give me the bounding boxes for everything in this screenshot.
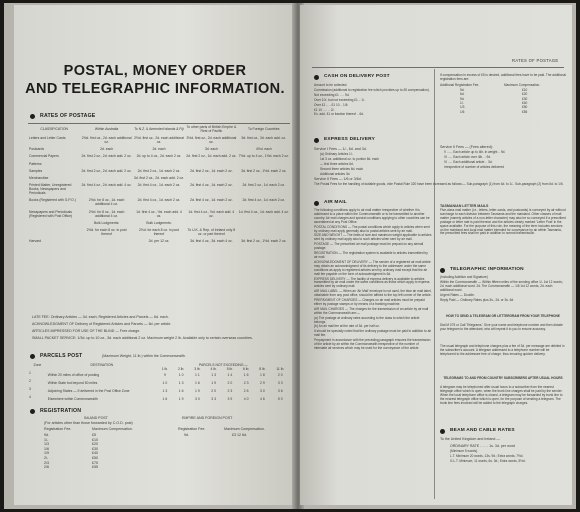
page-subtitle: AND TELEGRAPHIC INFORMATION. (25, 81, 285, 97)
rates-cell (238, 162, 290, 169)
airmail-paragraph: POSTAL CONDITIONS — The postal conditions which apply to articles when sent by ordinary mail apply generally also to postal articles sent by air mail. (314, 224, 430, 233)
rates-cell: 3½d. first oz., 2d. each additional oz. (186, 136, 237, 144)
inland-fee-list (44, 433, 164, 470)
parcels-destination: Elsewhere within Commonwealth (47, 397, 98, 401)
inland-row-fee: 9d. (44, 433, 49, 437)
telephone-title: HOW TO SEND A TELEGRAM OR LETTERGRAM FROM YOUR TELEPHONE (446, 314, 560, 318)
country-text: A telegram may be telephoned after usual hours to a subscriber from the nearest telegraph office which is open, when the trunk line charges shall be paid by the sender. When the local telephone office is closed, a telegram may be forwarded by trunk line to the nearest telegraph office which is open, for the purpose of sending a telegram. The trunk line fees involved will be added to the telegraph charges. (440, 385, 563, 405)
page-title: POSTAL, MONEY ORDER (63, 63, 247, 79)
parcels-weight-cell: 4 lb. (210, 367, 217, 371)
rates-row (28, 147, 290, 154)
rates-header-row (28, 125, 290, 136)
parcels-row (28, 387, 290, 395)
compensation-col-max: Maximum Compensation. (504, 82, 541, 87)
rates-cell: 1d. first 4 oz., 1d. each add. 4 oz. (238, 209, 289, 214)
rates-cell: 2d. first 4 oz., 1d. each 2 oz. (190, 183, 233, 188)
express-line: (a) Ordinary Articles 1/- (320, 152, 353, 156)
airmail-paragraph: POSTAGE — The prescribed air mail postage must be prepaid on any airmail postage. (314, 242, 424, 251)
inland-row-fee: 1/9 (44, 451, 49, 456)
rates-cell: 5d. first oz., 3d. each add. oz. (241, 136, 287, 140)
parcels-destination: Within 20 miles of office of posting (47, 373, 100, 377)
telephone-text: The usual telegraph and telephone charges plus a fee of 3d. per message are debited in the subscriber's account. A telegram addressed to a telephone number will be telephoned to the addressee free of charge, thus ensuring quicker delivery. (440, 344, 565, 356)
running-head: RATES OF POSTAGE (512, 58, 559, 63)
section-heading-cod: CASH ON DELIVERY POST (324, 74, 390, 79)
parcels-rate: 4 0 (243, 397, 249, 401)
blind-note: ARTICLES IMPRESSED FOR USE OF THE BLIND — Free charge. (32, 329, 141, 333)
parcels-row (28, 371, 290, 379)
rates-header-cell: To N.Z. & Amended Islands & Fiji (134, 127, 184, 131)
tasmanian-title: TASMANIAN LETTER MAILS (440, 204, 489, 208)
beam-line: (Minimum 5 words). (450, 449, 478, 453)
rates-cell (238, 176, 290, 183)
inland-row-comp: £10 (92, 437, 98, 442)
compensation-max: £30 (522, 96, 528, 101)
rates-cell: 2d. first 2 oz., 1d. each 2 oz. (242, 183, 286, 188)
compensation-col-fee: Additional Registration Fee. (440, 82, 480, 87)
parcels-header-cell: DESTINATION (90, 363, 114, 367)
airmail-paragraph: (b) An air mail fee at the rate of 3d. per half oz. (314, 324, 380, 329)
parcels-zone: 4 (29, 395, 31, 399)
rates-cell: 2d. first 4 oz., 1d. each 2 oz. (137, 183, 181, 188)
inland-row-comp: £5 (92, 433, 96, 437)
beam-line: L.T. Minimum 20 words, 13s. 9d.; Extra words, 7½d. (450, 453, 524, 458)
inland-row-fee: 2/- (44, 455, 49, 460)
compensation-max: £40 (522, 100, 528, 105)
parcels-rate: 3 3 (211, 397, 217, 401)
rates-cell: 2½d. for each 8 oz. in post thereof (138, 227, 179, 236)
cod-list (314, 84, 432, 118)
rates-row (28, 162, 290, 169)
airmail-paragraphs (314, 209, 432, 352)
parcels-weight-cell: 8 lb. (259, 367, 266, 371)
inland-row-fee: 1/6 (44, 446, 49, 451)
rates-cell: 2½d. for 8 oz., 1d. each additional 4 oz. (88, 198, 125, 207)
parcels-rate: 2 6 (243, 389, 249, 393)
rates-cell: 2d. first 4 oz., 1d. each 2 oz. (242, 198, 286, 203)
empire-row-fee: 9d. (184, 433, 189, 437)
section-heading-telegraphic: TELEGRAPHIC INFORMATION (450, 267, 524, 272)
compensation-fee: 1/3 (460, 105, 465, 110)
empire-fee-list (184, 433, 284, 438)
empire-col-comp: Maximum Compensation. (224, 427, 265, 431)
rates-header-cell: CLASSIFICATION (40, 127, 69, 131)
airmail-paragraph: PREPAYMENT OF CHARGES — Charges on air mail articles must be prepaid either by postage stamps or by means of a franking machine. (314, 298, 425, 306)
rates-cell: 4½d. each (255, 147, 272, 152)
inland-post-title: INLAND POST (84, 416, 108, 420)
rates-cell (185, 176, 237, 183)
inland-row (44, 465, 164, 470)
parcels-rate: 1 6 (162, 397, 168, 401)
express-line: Second three articles 6d. each (320, 166, 364, 171)
airmail-paragraph: (a) The postage at ordinary rates according to the class to which the article belongs. (314, 315, 420, 324)
country-title: TELEGRAMS TO AND FROM COUNTRY SUBSCRIBERS AFTER USUAL HOURS (443, 376, 563, 380)
parcels-weight-cell: 6 lb. (242, 367, 250, 371)
bullet-icon (314, 75, 319, 80)
rates-cell (185, 162, 237, 169)
rates-cell (80, 239, 132, 246)
rates-cell: 2½d. for 8 oz., 1d. each additional 4 oz. (88, 209, 125, 218)
parcels-rate: 1 3 (178, 381, 184, 385)
empire-row-comp: £3 12 6d. (232, 433, 247, 437)
rates-cell (80, 176, 132, 183)
parcels-zone: 1 (29, 371, 31, 375)
bullet-icon (30, 114, 35, 119)
parcels-row (28, 379, 290, 387)
parcels-rate: 1 1 (195, 373, 200, 377)
rates-table (28, 125, 290, 246)
parcels-rate: 1 8 (260, 373, 265, 377)
inland-row-fee: 2/6 (44, 465, 49, 470)
rates-cell: 1d. first 4 oz., ½d. each add. 4 oz. (136, 209, 182, 218)
section-heading-rates: RATES OF POSTAGE (40, 113, 96, 119)
compensation-max: £20 (522, 92, 528, 97)
parcels-rate: 3 9 (227, 397, 233, 401)
rates-row (28, 183, 290, 198)
beam-line: G.L.T. Minimum, 11 words, 6s. 3d.; Extra words, 5½d. (450, 458, 526, 463)
header-rule (312, 67, 564, 68)
inland-post-subtitle: (For articles other than those forwarded by C.O.D. post) (44, 421, 133, 425)
inland-col-comp: Maximum Compensation. (92, 427, 133, 431)
rates-row (28, 169, 290, 176)
compensation-fee: 1/- (460, 100, 464, 105)
express-list (320, 153, 432, 178)
inland-row-fee: 1/3 (44, 442, 49, 447)
rates-cell: Printed Matter, Unregistered Books, Newspapers and Periodicals (29, 183, 72, 196)
rates-cell: 2½d. first oz., 2d. each additional oz. (81, 136, 132, 144)
rates-cell (185, 221, 237, 228)
bullet-icon (440, 429, 445, 434)
parcels-rate: 5 0 (277, 397, 283, 401)
section-heading-express: EXPRESS DELIVERY (324, 137, 376, 142)
parcels-rate: 4 6 (260, 397, 265, 401)
parcels-row (28, 395, 290, 403)
rates-cell: 7½d. up to 4 oz., 1½d. each 2 oz. (238, 154, 289, 159)
rates-cell: Merchandise (29, 175, 49, 180)
beam-sub: To the United Kingdom and Ireland — (440, 437, 500, 441)
empire-col-fee: Registration Fee. (178, 427, 206, 431)
express-line: — first three articles 6d. (320, 161, 354, 166)
rates-cell: Samples (29, 168, 43, 173)
telephone-sub: Dial M 075 or Call 'Telegrams.' Give your name and telephone number and then dictate your telegram to the attendant, who will repeat it to you to ensure accuracy. (440, 323, 563, 331)
airmail-paragraph: REGISTRATION — The registration system is available to articles transmitted by air mail. (314, 251, 428, 259)
empire-row (184, 433, 284, 438)
cod-line: Commission (additional to registration fee which provides up to £5 compensation). (314, 87, 430, 92)
airmail-paragraph: ACKNOWLEDGMENT OF DELIVERY — The sender of a registered air mail article may obtain an acknowledgment of its delivery to the addressee under the same conditions as apply to registered articles sent by ordinary mail except that the air mail fee payable on the form of acknowledgment is 6d. (314, 259, 431, 276)
bullet-icon (314, 201, 319, 206)
inland-row-comp: £50 (92, 455, 98, 460)
rates-cell: 2d. first 2 oz., 1d. each 2 oz. (137, 168, 181, 173)
cod-compensation (440, 74, 566, 115)
compensation-row (440, 111, 566, 115)
rates-row (28, 210, 290, 221)
express-extra: The Postal Fees for the handling of dutiable goods, vide Postal Rule 320 have been increased as follows:— Sub-paragraph (1) from 4d. to 1/-. Sub-paragraph (2) from 6d. to 1/6. (314, 182, 564, 186)
parcels-weight-cell: 2 lb. (177, 367, 185, 371)
rates-cell: 3d. first 2 oz., 1½d. each 2 oz. (241, 168, 287, 173)
rates-cell: 3d. first 4 oz., 3d. each 4 oz. (190, 239, 233, 244)
service-b-line: Irrespective of number of articles delivered (444, 164, 505, 169)
rates-cell: Commercial Papers (29, 154, 59, 159)
bullet-icon (440, 268, 445, 273)
rates-cell (80, 162, 132, 169)
airmail-paragraph: AIR MAIL CHARGES — The charges for the transmission of an article by air mail within the Commonwealth are:— (314, 306, 429, 315)
rates-row (28, 221, 290, 228)
rates-cell: Letters and Letter Cards (29, 136, 66, 140)
cod-line: Ex. add. £1 or fraction thereof .. 6d. (314, 112, 364, 117)
rates-cell (238, 228, 290, 239)
parcels-zone: 3 (29, 387, 31, 391)
parcels-rate: 2 3 (243, 381, 249, 385)
cod-line: Over 10/- but not exceeding £1 .. 1/- (314, 97, 366, 102)
rates-cell: 2d. each (152, 147, 166, 152)
section-heading-registration: REGISTRATION (40, 408, 82, 414)
parcels-rate: 1 9 (195, 389, 200, 393)
rates-cell: 1d. first 4 oz., ½d. each add. 4 oz. (188, 209, 235, 218)
telegraphic-list (440, 276, 566, 303)
beam-list (450, 450, 566, 465)
rates-cell: 2d. first 4 oz., 1d. each 2 oz. (190, 198, 233, 203)
rates-cell: 2d. per 12 oz. (148, 239, 170, 244)
rates-row (28, 228, 290, 239)
parcels-rate: 1 6 (195, 381, 200, 385)
rates-cell: 3d. each (204, 147, 218, 152)
small-packet-note: SMALL PACKET SERVICE: 1/3d. up to 10 oz., 3d. each additional 2 oz. Maximum weight 2 lb. Available only to certain overseas countries. (32, 336, 253, 340)
rates-cell: 2d. first 2 oz., 1d. each add. 2 oz. (186, 154, 237, 159)
rates-cell: Harvard (29, 239, 42, 244)
right-page (300, 5, 572, 505)
parcels-table (28, 363, 290, 403)
rates-cell: 2d. first 2 oz., 2d. each add. 2 oz. (81, 154, 132, 159)
parcels-rate: 2 9 (260, 381, 265, 385)
rates-cell: 3d. first 2 oz., 2d. each add. 2 oz. (133, 175, 185, 180)
rates-cell (238, 221, 290, 228)
parcels-header-cell: Zone (33, 363, 42, 367)
compensation-max: £10 (522, 87, 528, 92)
parcels-destination: Adjoining States — If delivered in the Post Office Zone (47, 389, 130, 393)
rates-header-cell: To other parts of British Empire & Rest of Pacific (186, 125, 237, 133)
rates-cell: To U.K. & Rep. of Ireland only 8 oz. or part thereof (187, 227, 236, 236)
rates-cell: 2d. first 2 oz., 2d. each add. 2 oz. (81, 168, 132, 173)
parcels-rate: 1 3 (162, 389, 168, 393)
parcels-rate: 2 0 (277, 373, 283, 377)
parcels-rate: 3 3 (277, 381, 283, 385)
acknowledgment-note: ACKNOWLEDGMENT OF Delivery of Registered Articles and Parcels — 6d. per article. (32, 322, 172, 326)
rates-cell (28, 221, 80, 228)
telegraphic-line: Within the Commonwealth — Within fifteen miles of the sending office 1/- 1st 12 words; 2d. each additional word. 2d. The Commonwealth — 1/6 1st 12 words, 2d. each additional word. (440, 279, 563, 292)
column-divider (434, 69, 435, 499)
rates-header-cell: To Foreign Countries (248, 127, 280, 131)
rates-cell: 2d. each (100, 147, 114, 152)
airmail-paragraph: SIZE AND WEIGHT — The limits of size and maximum weight applicable to articles sent by ordinary mail apply also to such articles when sent by air mail. (314, 233, 432, 242)
compensation-fee: 6d. (460, 92, 465, 97)
inland-row-fee: 1/- (44, 437, 49, 442)
parcels-rate: 1 3 (211, 373, 217, 377)
rates-header-cell: Within Australia (94, 127, 119, 131)
rates-cell: Bulk Lodgments: (93, 220, 120, 225)
rates-cell: Newspapers and Periodicals (Registered with Post Office) (29, 209, 73, 218)
telegraphic-line: Reply Paid — Ordinary Rates plus 3s., 2d. or 3s. 6d. (440, 297, 515, 302)
parcels-rate: 9 (163, 373, 166, 377)
express-service: Service I Fees — 1/-, 6d. and 3d. (314, 147, 367, 151)
airmail-paragraph: Prepayment in accordance with the preceding paragraph ensures the transmission of the article by air within the Commonwealth irrespective of the number of interstate air services which may be used for the conveyance of the article. (314, 338, 431, 350)
cod-line: Not exceeding £1 .. .. 9d. (314, 92, 350, 97)
rates-cell (28, 228, 80, 239)
rates-cell: Patterns (29, 161, 42, 166)
parcels-subtitle: (Maximum Weight, 11 lb.) within the Commonwealth. (102, 354, 186, 358)
inland-row-comp: £20 (92, 442, 98, 447)
service-b-line: VI ..... Each article over 4lb. .. 9d. (444, 154, 491, 159)
tasmanian-text: Five-class mail matter (i.e., letters, letter-cards, and postcards) is conveyed by air without surcharge to each division between Tasmania and the mainland. Other classes of mail matter (namely articles of a non-letter character) may also be so conveyed if a prescribed postage or letter rate is paid thereon and the articles clearly marked 'Letter Post' in the space available. For the purpose of this rule, the meaning of the term includes services on the mainland and local mail matter intended for conveyance by air within Tasmania, the prescribed fees shall be paid in addition to normal transmission. (440, 208, 566, 236)
rates-cell: 2d. first 2 oz., 1d. each 2 oz. (190, 168, 233, 173)
parcels-rate: 2 0 (211, 389, 217, 393)
rates-cell: 2½d. first oz., 2d. each additional oz. (134, 136, 184, 144)
service-b-title: Service II Fees — (Fees altered): (440, 145, 493, 149)
bullet-icon (30, 409, 35, 414)
rates-cell: 2d. first 4 oz., 1d. each 2 oz. (137, 198, 181, 203)
service-b-line: VI ..... Each additional article .. 3d. (444, 159, 493, 164)
telegraphic-line: (Including Addition and Signature) (440, 275, 488, 279)
cod-line: Over £1 .. .. £1 10 .. 1/6 (314, 102, 348, 107)
parcels-rate: 1 9 (211, 381, 217, 385)
late-fee-note: LATE FEE: Ordinary Articles — 3d. each; Registered Articles and Parcels — 6d. each. (32, 315, 169, 319)
inland-col-fee: Registration Fee. (44, 427, 72, 431)
beam-ordinary: ORDINARY RATE .. .. .. 1s. 3d. per word (450, 444, 515, 448)
express-line: Additional articles 3d. (320, 171, 351, 176)
inland-row-comp: £55 (92, 465, 98, 470)
inland-row-comp: £75 (92, 460, 98, 465)
rates-row (28, 198, 290, 209)
compensation-head: If compensation in excess of £5 is desired, additional fees have to be paid. The additional registration fees are: (440, 73, 566, 81)
rates-cell: Postcards (29, 147, 45, 152)
parcels-rate: 1 0 (178, 373, 184, 377)
inland-row-fee: 2/3 (44, 460, 49, 465)
section-heading-beam: BEAM AND CABLE RATES (450, 428, 515, 433)
parcels-rate: 3 0 (195, 397, 200, 401)
parcels-weight-cell: 3 lb. (194, 367, 201, 371)
airmail-paragraph: EXPRESS DELIVERY — The facility of express delivery is available to articles transmitted by air mail under the same conditions as those which apply to express articles sent by ordinary mail. (314, 276, 430, 289)
section-heading-airmail: AIR MAIL (324, 200, 347, 205)
service-b-line: V ...... Each article up to 4lb. in weight .. 9d. (444, 150, 506, 154)
express-service-2: Service II Fees — 1/6 or 3/6d. (314, 177, 362, 181)
inland-row-comp: £30 (92, 446, 98, 451)
compensation-max: £50 (522, 105, 528, 110)
airmail-paragraph: AIR MAIL LABEL — When an 'Air Mail' envelope is not used, the blue air mail label, obtainable from any post office, should be affixed to the top left corner of the article. (314, 289, 432, 298)
parcels-rate: 1 6 (243, 373, 249, 377)
rates-cell: 2½d. for each 8 oz. in post thereof (86, 227, 127, 236)
divider (28, 123, 290, 124)
book-spread (4, 3, 576, 509)
bullet-icon (314, 138, 319, 143)
parcels-weight-cell: 11 lb. (276, 367, 285, 371)
rates-cell: 2d. up to 4 oz., 2d. each 2 oz. (136, 154, 182, 159)
inland-row-comp: £40 (92, 451, 98, 456)
rates-cell: Bulk Lodgments: (146, 220, 172, 225)
parcels-rate: 2 0 (227, 381, 233, 385)
rates-row (28, 154, 290, 161)
parcels-rate: 2 3 (227, 389, 233, 393)
compensation-fee: 9d. (460, 87, 465, 92)
parcels-zone: 2 (29, 379, 31, 383)
rates-row (28, 239, 290, 246)
compensation-fee: 9d. (460, 96, 465, 101)
parcels-destination: Within State but beyond 50 miles (47, 381, 98, 385)
compensation-fee: 1/6 (460, 109, 465, 114)
airmail-paragraph: It should be specially noted that the ordinary postage must be paid in addition to air mail fee. (314, 329, 432, 338)
rates-row (28, 136, 290, 147)
empire-post-title: EMPIRE AND FOREIGN POST (182, 416, 233, 420)
parcels-rate: 1 0 (162, 381, 168, 385)
rates-cell: 2d. first 4 oz., 2d. each add. 4 oz. (81, 183, 132, 188)
bullet-icon (30, 354, 35, 359)
rates-cell: 3d. first 2 oz., 1½d. each 2 oz. (241, 239, 287, 244)
cod-line: £1 10 .. .. .. 2/- (314, 107, 335, 112)
telegraphic-line: Urgent Rates — Double. (440, 292, 475, 297)
parcels-rate: 3 6 (277, 389, 283, 393)
parcels-weight-cell: 5 lb. (226, 367, 234, 371)
parcels-weight-cell: 1 lb. (161, 367, 169, 371)
left-page (14, 5, 296, 505)
parcels-rate: 1 9 (178, 397, 184, 401)
service-b-list (444, 151, 566, 171)
parcels-weight-header: PARCELS NOT EXCEEDING — (198, 363, 248, 367)
rates-cell: Books (Registered with G.P.O.) (29, 198, 76, 203)
rates-row (28, 176, 290, 183)
section-heading-parcels: PARCELS POST (40, 353, 83, 359)
parcels-rate: 1 6 (178, 389, 184, 393)
express-line: 1st 3 oz. additional oz. to portion 6d. each (320, 156, 380, 161)
parcels-rate: 3 0 (260, 389, 265, 393)
compensation-max: £55 (522, 109, 528, 114)
airmail-paragraph: The following conditions apply to air mail matter irrespective of whether it is addressed to a place within the Commonwealth or to be transmitted to another country. Air mail charges and special conditions applying to other countries can be ascertained at any Post Office. (314, 208, 430, 224)
cod-line: Amount to be collected. (314, 83, 348, 87)
parcels-rate: 1 4 (227, 373, 233, 377)
rates-cell (133, 162, 185, 169)
